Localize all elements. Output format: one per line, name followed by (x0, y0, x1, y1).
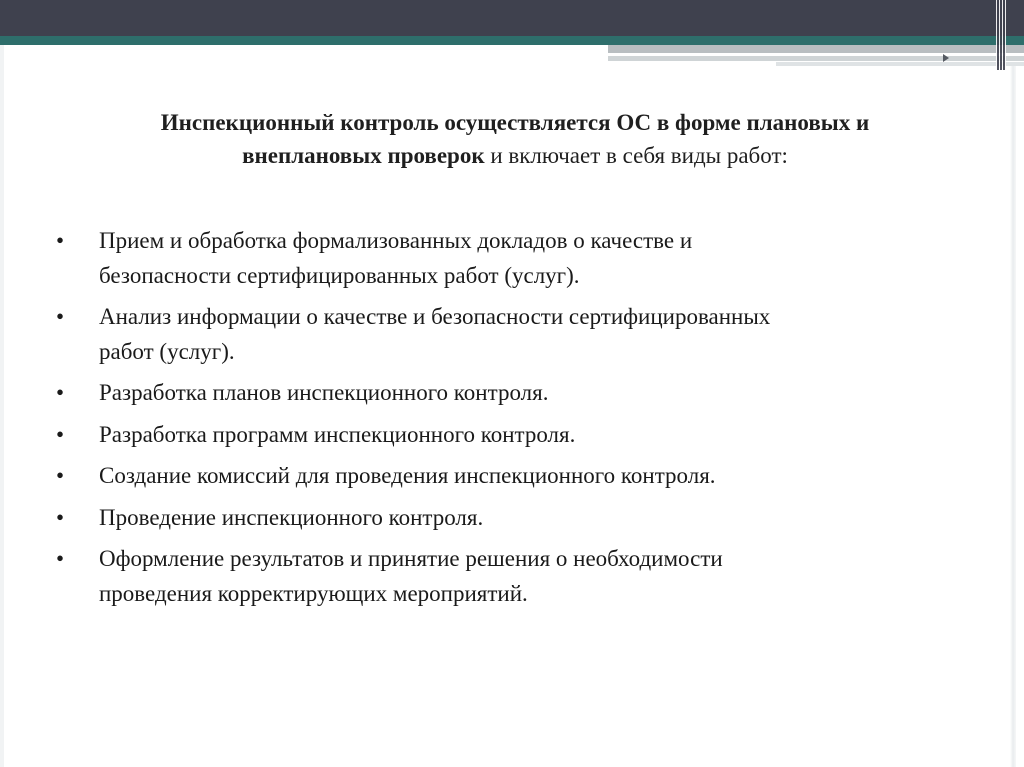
list-item-line-2: работ (услуг). (99, 338, 235, 364)
slide-heading (40, 106, 990, 172)
heading-bold-line-1: Инспекционный контроль осуществляется ОС в форме плановых и (160, 110, 870, 135)
list-item-line-1: Создание комиссий для проведения инспекционного контроля. (99, 463, 716, 488)
list-item-line-1: Оформление результатов и принятие решения о необходимости (99, 546, 723, 571)
bullet-icon: • (56, 546, 65, 571)
list-item (56, 418, 956, 453)
frame-right-edge (1010, 66, 1016, 767)
heading-regular-text: и включает в себя виды работ: (484, 143, 788, 168)
list-item (56, 459, 956, 494)
bullet-icon: • (56, 463, 65, 488)
list-item-line-1: Разработка планов инспекционного контроля. (99, 380, 549, 405)
bullet-icon: • (56, 380, 65, 405)
header-stripes (996, 0, 1006, 70)
list-item (56, 376, 956, 411)
frame-left-edge (0, 45, 4, 767)
bullet-icon: • (56, 504, 65, 530)
list-item-line-1: Прием и обработка формализованных докладов о качестве и (99, 228, 693, 253)
list-item (56, 542, 956, 611)
bullet-icon: • (56, 421, 65, 447)
header-band-grey-light (608, 56, 1024, 61)
list-item-line-1: Разработка программ инспекционного контроля. (99, 421, 576, 447)
header-band-grey-lighter (776, 62, 1024, 66)
list-item-line-2: проведения корректирующих мероприятий. (99, 580, 528, 606)
header-band-dark (0, 0, 1024, 36)
bullet-icon: • (56, 304, 65, 329)
heading-bold-line-2: внеплановых проверок (242, 143, 485, 168)
arrow-right-icon (943, 54, 949, 62)
bullet-list (56, 224, 956, 618)
list-item-line-1: Проведение инспекционного контроля. (99, 504, 484, 530)
header-band-teal (0, 36, 1024, 45)
header-band-grey (608, 45, 1024, 53)
list-item (56, 224, 956, 293)
bullet-icon: • (56, 228, 65, 253)
list-item (56, 300, 956, 369)
list-item-line-2: безопасности сертифицированных работ (услуг). (99, 262, 580, 288)
list-item (56, 501, 956, 536)
list-item-line-1: Анализ информации о качестве и безопасности сертифицированных (99, 304, 771, 329)
